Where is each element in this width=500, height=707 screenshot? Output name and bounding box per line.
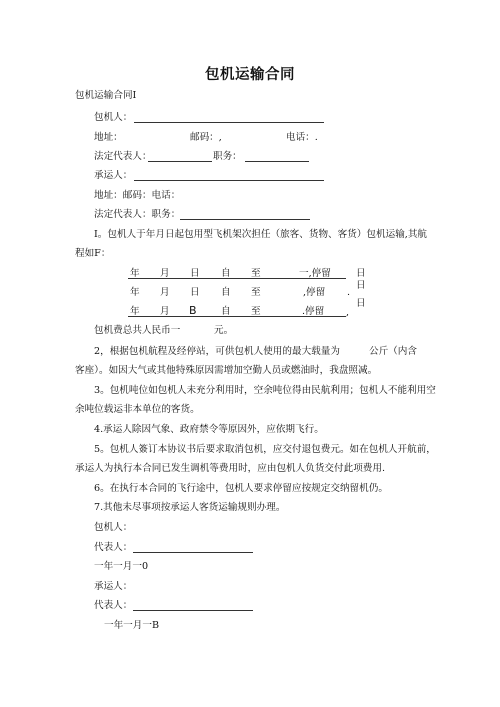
schedule-to: 至 <box>251 306 261 317</box>
document-title: 包机运输合同 <box>205 67 295 83</box>
sign-charterer-label: 包机人： <box>94 522 133 533</box>
schedule-from: 自 <box>221 268 231 279</box>
sign-date-1: 一年一月一0 <box>94 561 149 572</box>
sign-date-2: 一年一月一B <box>104 620 160 631</box>
charterer-field <box>94 112 132 124</box>
schedule-year: 年 <box>130 287 140 298</box>
clause-5-line-2: 承运人为执行本合同已发生调机等费用时，应由包机人负货交付此项费用. <box>75 463 386 474</box>
clause-1-line-2: 程如F： <box>75 248 111 259</box>
schedule-to: 至 <box>251 268 261 279</box>
schedule-end: . <box>347 287 351 298</box>
schedule-month: 月 <box>160 287 170 298</box>
clause-1-line-1: I。包机人于年月日起包用型飞机架次担任（旅客、货物、客货）包机运输,其航 <box>94 229 428 240</box>
schedule-year: 年 <box>130 268 140 279</box>
carrier-legal-rep-blank <box>180 209 310 220</box>
address-label: 地址： <box>94 132 123 143</box>
schedule-day: 日 <box>190 287 200 298</box>
carrier-blank <box>134 170 324 181</box>
legal-rep-label: 法定代表人： <box>94 151 152 162</box>
schedule-month: 月 <box>160 268 170 279</box>
sign-rep-2-label: 代表人： <box>94 600 133 611</box>
legal-rep-blank <box>148 151 212 162</box>
clause-2-line-2: 客座）。如因大气或其他特殊原因需增加空勤人员或燃油时，我盘照减。 <box>75 365 378 376</box>
charterer-blank <box>134 112 324 123</box>
clause-7: 7.其他未尽事项按承运人客货运输规则办理。 <box>94 502 286 513</box>
sign-rep-1-label: 代表人： <box>94 542 133 553</box>
schedule-end: , <box>346 307 350 318</box>
sign-carrier-label: 承运人： <box>94 581 133 592</box>
postcode-label: 邮码：, <box>190 132 222 143</box>
clause-4: 4.承运人除因气象、政府禁令等原因外，应依期飞行。 <box>94 424 324 435</box>
position-blank <box>245 151 309 162</box>
schedule-from: 自 <box>221 306 231 317</box>
schedule-from: 自 <box>221 287 231 298</box>
schedule-day: B <box>189 304 197 317</box>
clause-2-line-1a: 2，根据包机航程及经停站，可供包机人使用的最大载量为 <box>94 346 340 357</box>
schedule-stop: .停留 <box>302 306 325 317</box>
sign-rep-1-blank <box>133 542 253 553</box>
carrier-address-row: 地址：邮码：电话： <box>94 190 181 201</box>
clause-2-line-1b: 公斤（内含 <box>369 346 417 357</box>
carrier-legal-rep-row: 法定代表人：职务： <box>94 209 181 220</box>
clause-3-line-1: 3。包机吨位如包机人未充分利用时，空余吨位得由民航利用；包机人不能利用空 <box>94 385 436 396</box>
schedule-end: 日 <box>356 268 366 279</box>
sign-rep-2-blank <box>133 600 253 611</box>
schedule-month: 月 <box>160 306 170 317</box>
total-fee-label: 包机费总共人民币一 <box>94 325 181 336</box>
schedule-year: 年 <box>130 306 140 317</box>
charterer-label: 包机人： <box>94 112 133 123</box>
document-subtitle: 包机运输合同I <box>75 90 137 101</box>
position-label: 职务： <box>213 151 242 162</box>
carrier-label: 承运人： <box>94 170 133 181</box>
schedule-day: 日 <box>190 268 200 279</box>
schedule-to: 至 <box>251 287 261 298</box>
side-mark: 日 <box>356 280 366 291</box>
clause-5-line-1: 5。包机人簽订本协议书后要求取消包机，应交付退包费元。如在包机人开航前， <box>94 444 436 455</box>
clause-6: 6。在执行本合同的飞行途中，包机人要求停留应按规定交纳留机仍。 <box>94 483 388 494</box>
clause-3-line-2: 余吨位载运非本单位的客货。 <box>75 404 200 415</box>
schedule-stop: ,停留 <box>303 287 326 298</box>
schedule-stop: 一,停留 <box>299 268 331 279</box>
total-fee-unit: 元。 <box>214 325 234 336</box>
side-mark: 日 <box>356 298 366 309</box>
phone-label: 电话：. <box>286 132 318 143</box>
